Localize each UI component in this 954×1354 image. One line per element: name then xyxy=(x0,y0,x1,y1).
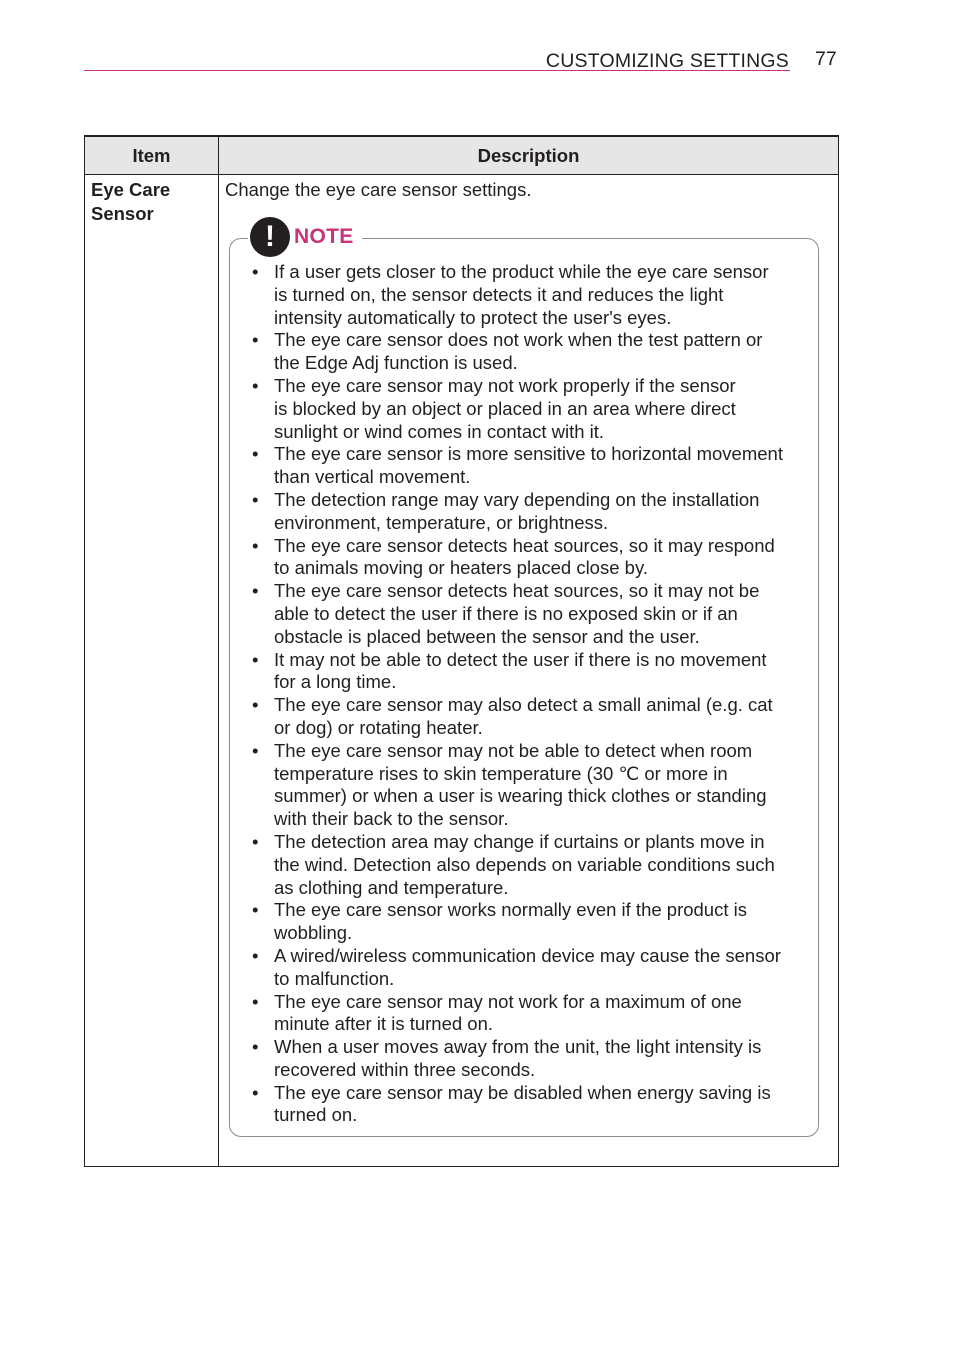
note-item-line: turned on. xyxy=(274,1104,358,1126)
table-header-row xyxy=(85,136,839,175)
note-list-item xyxy=(250,261,810,329)
note-item-line: The detection range may vary depending on the installation xyxy=(274,488,760,510)
note-item-line: recovered within three seconds. xyxy=(274,1058,536,1080)
bullet-icon: • xyxy=(252,1081,259,1103)
bullet-icon: • xyxy=(252,329,259,351)
bullet-icon: • xyxy=(252,739,259,761)
note-item-line: The eye care sensor may not be able to detect when room xyxy=(274,739,753,761)
note-box xyxy=(229,220,819,1137)
note-list-item xyxy=(250,329,810,375)
note-heading xyxy=(248,215,362,259)
note-list-item xyxy=(250,945,810,991)
bullet-icon: • xyxy=(252,830,259,852)
note-item-line: than vertical movement. xyxy=(274,466,471,488)
note-item-line: The eye care sensor may not work for a maximum of one xyxy=(274,990,742,1012)
exclamation-icon: ! xyxy=(250,217,290,257)
note-item-line: sunlight or wind comes in contact with it. xyxy=(274,420,605,442)
item-cell xyxy=(85,175,219,1167)
note-item-line: It may not be able to detect the user if there is no movement xyxy=(274,648,767,670)
note-item-line: wobbling. xyxy=(274,922,353,944)
note-item-line: is blocked by an object or placed in an area where direct xyxy=(274,397,736,419)
note-item-line: for a long time. xyxy=(274,671,397,693)
note-item-line: The eye care sensor detects heat sources, so it may respond xyxy=(274,534,775,556)
bullet-icon: • xyxy=(252,580,259,602)
bullet-icon: • xyxy=(252,534,259,556)
note-item-line: the Edge Adj function is used. xyxy=(274,352,518,374)
note-list-item xyxy=(250,375,810,443)
note-item-line: summer) or when a user is wearing thick clothes or standing xyxy=(274,785,767,807)
description-intro: Change the eye care sensor settings. xyxy=(225,179,532,200)
note-list-item xyxy=(250,580,810,648)
page-number: 77 xyxy=(815,48,837,70)
note-list-item xyxy=(250,694,810,740)
note-item-line: minute after it is turned on. xyxy=(274,1013,494,1035)
column-header-item: Item xyxy=(85,136,219,175)
note-list-item xyxy=(250,899,810,945)
note-item-line: is turned on, the sensor detects it and reduces the light xyxy=(274,283,724,305)
note-item-line: temperature rises to skin temperature (30 ℃ or more in xyxy=(274,762,728,784)
bullet-icon: • xyxy=(252,990,259,1012)
table-row xyxy=(85,175,839,1167)
note-item-line: with their back to the sensor. xyxy=(274,808,509,830)
note-item-line: intensity automatically to protect the user's eyes. xyxy=(274,306,672,328)
note-label: NOTE xyxy=(294,225,354,248)
bullet-icon: • xyxy=(252,944,259,966)
note-list-item xyxy=(250,1082,810,1128)
note-item-line: to animals moving or heaters placed close by. xyxy=(274,557,648,579)
settings-table xyxy=(84,135,839,1167)
note-item-line: When a user moves away from the unit, the light intensity is xyxy=(274,1036,762,1058)
bullet-icon: • xyxy=(252,1036,259,1058)
note-item-line: the wind. Detection also depends on variable conditions such xyxy=(274,853,775,875)
column-header-description: Description xyxy=(219,136,839,175)
bullet-icon: • xyxy=(252,899,259,921)
item-name-line: Eye Care xyxy=(91,179,171,200)
description-cell xyxy=(219,175,839,1167)
note-item-line: If a user gets closer to the product while the eye care sensor xyxy=(274,261,769,282)
note-list-item xyxy=(250,443,810,489)
note-list-item xyxy=(250,831,810,899)
note-item-line: The eye care sensor may be disabled when energy saving is xyxy=(274,1081,771,1103)
note-item-line: The eye care sensor is more sensitive to horizontal movement xyxy=(274,443,783,465)
note-item-line: The eye care sensor does not work when the test pattern or xyxy=(274,329,763,351)
note-list-item xyxy=(250,740,810,831)
note-item-line: to malfunction. xyxy=(274,967,395,989)
bullet-icon: • xyxy=(252,648,259,670)
bullet-icon: • xyxy=(252,488,259,510)
note-item-line: The eye care sensor may also detect a small animal (e.g. cat xyxy=(274,694,773,716)
note-item-line: obstacle is placed between the sensor and the user. xyxy=(274,625,700,647)
note-item-line: able to detect the user if there is no exposed skin or if an xyxy=(274,602,738,624)
bullet-icon: • xyxy=(252,374,259,396)
section-title: CUSTOMIZING SETTINGS xyxy=(545,50,789,72)
note-item-line: A wired/wireless communication device may cause the sensor xyxy=(274,944,781,966)
note-list-item xyxy=(250,991,810,1037)
note-list-item xyxy=(250,649,810,695)
note-list-item xyxy=(250,1036,810,1082)
bullet-icon: • xyxy=(252,443,259,465)
note-item-line: or dog) or rotating heater. xyxy=(274,716,483,738)
note-list xyxy=(250,261,810,1127)
note-list-item xyxy=(250,489,810,535)
note-item-line: The eye care sensor detects heat sources, so it may not be xyxy=(274,580,760,602)
note-item-line: The detection area may change if curtains or plants move in xyxy=(274,830,765,852)
note-item-line: environment, temperature, or brightness. xyxy=(274,511,609,533)
item-name-line: Sensor xyxy=(91,203,154,224)
note-item-line: The eye care sensor works normally even if the product is xyxy=(274,899,747,921)
bullet-icon: • xyxy=(252,261,259,282)
bullet-icon: • xyxy=(252,694,259,716)
note-item-line: The eye care sensor may not work properly if the sensor xyxy=(274,374,736,396)
note-list-item xyxy=(250,535,810,581)
note-item-line: as clothing and temperature. xyxy=(274,876,509,898)
